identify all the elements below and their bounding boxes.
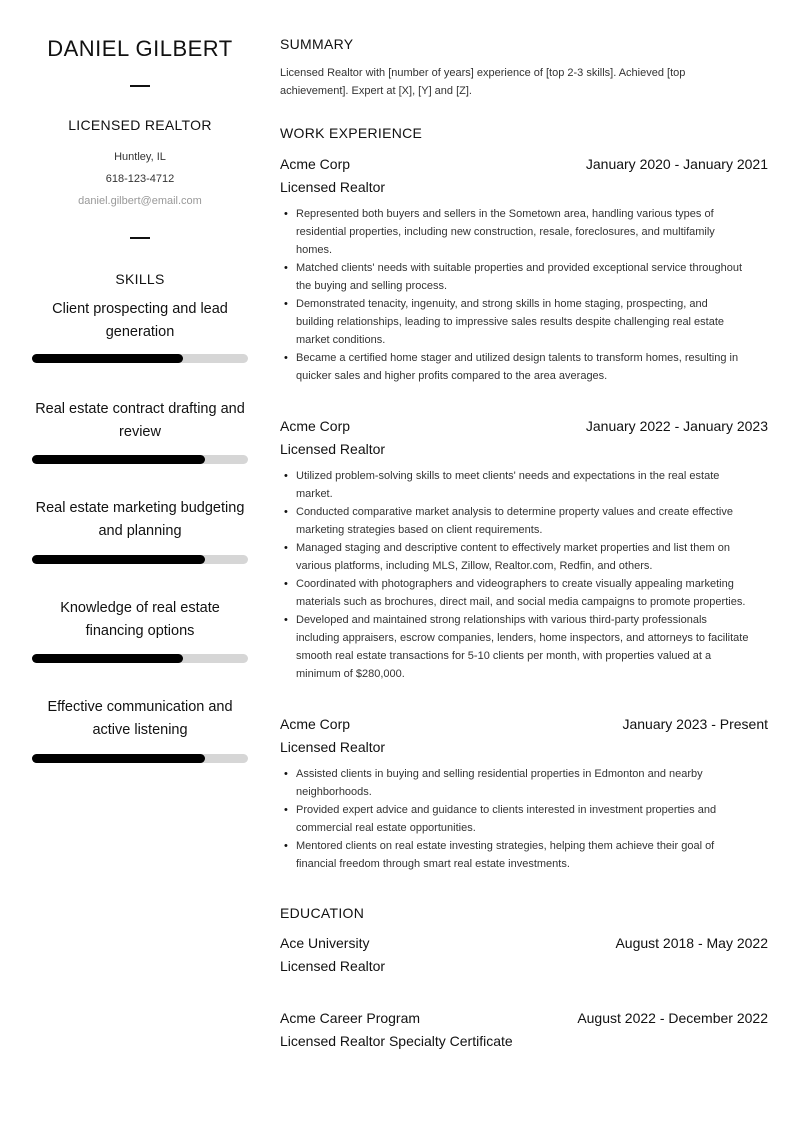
skill-level-fill	[32, 455, 205, 464]
summary-text: Licensed Realtor with [number of years] experience of [top 2-3 skills]. Achieved [top achievement]. Expert at [X], [Y] and [Z].	[280, 67, 686, 97]
candidate-name: DANIEL GILBERT	[47, 36, 233, 61]
skill-level-bar	[32, 555, 248, 564]
email: daniel.gilbert@email.com	[78, 195, 202, 207]
skill-level-bar	[32, 354, 248, 363]
phone: 618-123-4712	[105, 173, 175, 185]
job-title: LICENSED REALTOR	[68, 117, 212, 133]
summary-heading: SUMMARY	[280, 36, 354, 52]
skill-level-fill	[32, 654, 183, 663]
list-item: • Utilized problem-solving skills to meet clients' needs and expectations in the real estate market.	[296, 467, 784, 503]
skills-heading: SKILLS	[115, 271, 165, 287]
job-bullets	[280, 467, 784, 683]
list-item: • Mentored clients on real estate investing strategies, helping them achieve their goal of financial freedom through smart real estate investments.	[296, 837, 784, 873]
location: Huntley, IL	[114, 151, 166, 163]
job-dates: January 2020 - January 2021	[585, 156, 768, 172]
degree: Licensed Realtor Specialty Certificate	[280, 1033, 513, 1049]
school-name: Ace University	[280, 935, 370, 951]
job-bullets	[280, 205, 784, 385]
school-name: Acme Career Program	[280, 1010, 421, 1026]
company-name: Acme Corp	[280, 716, 351, 732]
skill-name: Effective communication and active listening	[47, 699, 233, 738]
list-item: • Assisted clients in buying and selling residential properties in Edmonton and nearby neighborhoods.	[296, 765, 784, 801]
list-item: • Conducted comparative market analysis to determine property values and create effective marketing strategies based on client requirements.	[296, 503, 784, 539]
list-item: • Provided expert advice and guidance to clients interested in investment properties and commercial real estate opportunities.	[296, 801, 784, 837]
skill-level-fill	[32, 754, 205, 763]
skill-name: Knowledge of real estate financing options	[60, 600, 220, 639]
education-dates: August 2018 - May 2022	[615, 935, 768, 951]
divider	[130, 237, 150, 239]
list-item: • Matched clients' needs with suitable properties and provided exceptional service throughout the buying and selling process.	[296, 259, 784, 295]
degree: Licensed Realtor	[280, 958, 386, 974]
skill-level-bar	[32, 654, 248, 663]
job-role: Licensed Realtor	[280, 441, 386, 457]
list-item: • Managed staging and descriptive content to effectively market properties and list them on various platforms, including MLS, Zillow, Realtor.com, Redfin, and others.	[296, 539, 784, 575]
skill-name: Real estate contract drafting and review	[35, 401, 245, 440]
job-dates: January 2023 - Present	[622, 716, 768, 732]
work-heading: WORK EXPERIENCE	[280, 125, 423, 141]
divider	[130, 85, 150, 87]
education-heading: EDUCATION	[280, 905, 365, 921]
skill-name: Client prospecting and lead generation	[52, 301, 228, 340]
education-dates: August 2022 - December 2022	[577, 1010, 768, 1026]
skill-level-fill	[32, 354, 183, 363]
job-bullets	[280, 765, 784, 873]
skill-level-fill	[32, 555, 205, 564]
company-name: Acme Corp	[280, 156, 351, 172]
skill-level-bar	[32, 754, 248, 763]
list-item: • Became a certified home stager and utilized design talents to transform homes, resulting in quicker sales and higher profits compared to the area averages.	[296, 349, 784, 385]
company-name: Acme Corp	[280, 418, 351, 434]
list-item: • Coordinated with photographers and videographers to create visually appealing marketing materials such as brochures, direct mail, and social media campaigns to promote properties.	[296, 575, 784, 611]
skill-name: Real estate marketing budgeting and planning	[35, 500, 245, 539]
job-dates: January 2022 - January 2023	[585, 418, 768, 434]
job-role: Licensed Realtor	[280, 739, 386, 755]
skill-level-bar	[32, 455, 248, 464]
list-item: • Demonstrated tenacity, ingenuity, and strong skills in home staging, prospecting, and building relationships, leading to impressive sales results despite challenging real estate market conditions.	[296, 295, 784, 349]
list-item: • Developed and maintained strong relationships with various third-party professionals including appraisers, escrow companies, lenders, home inspectors, and attorneys to facilitate smooth real estate transactions for 5-10 clients per month, with properties valued at a minimum of $280,000.	[296, 611, 784, 683]
list-item: • Represented both buyers and sellers in the Sometown area, handling various types of residential properties, including new construction, resale, foreclosures, and multifamily homes.	[296, 205, 784, 259]
job-role: Licensed Realtor	[280, 179, 386, 195]
